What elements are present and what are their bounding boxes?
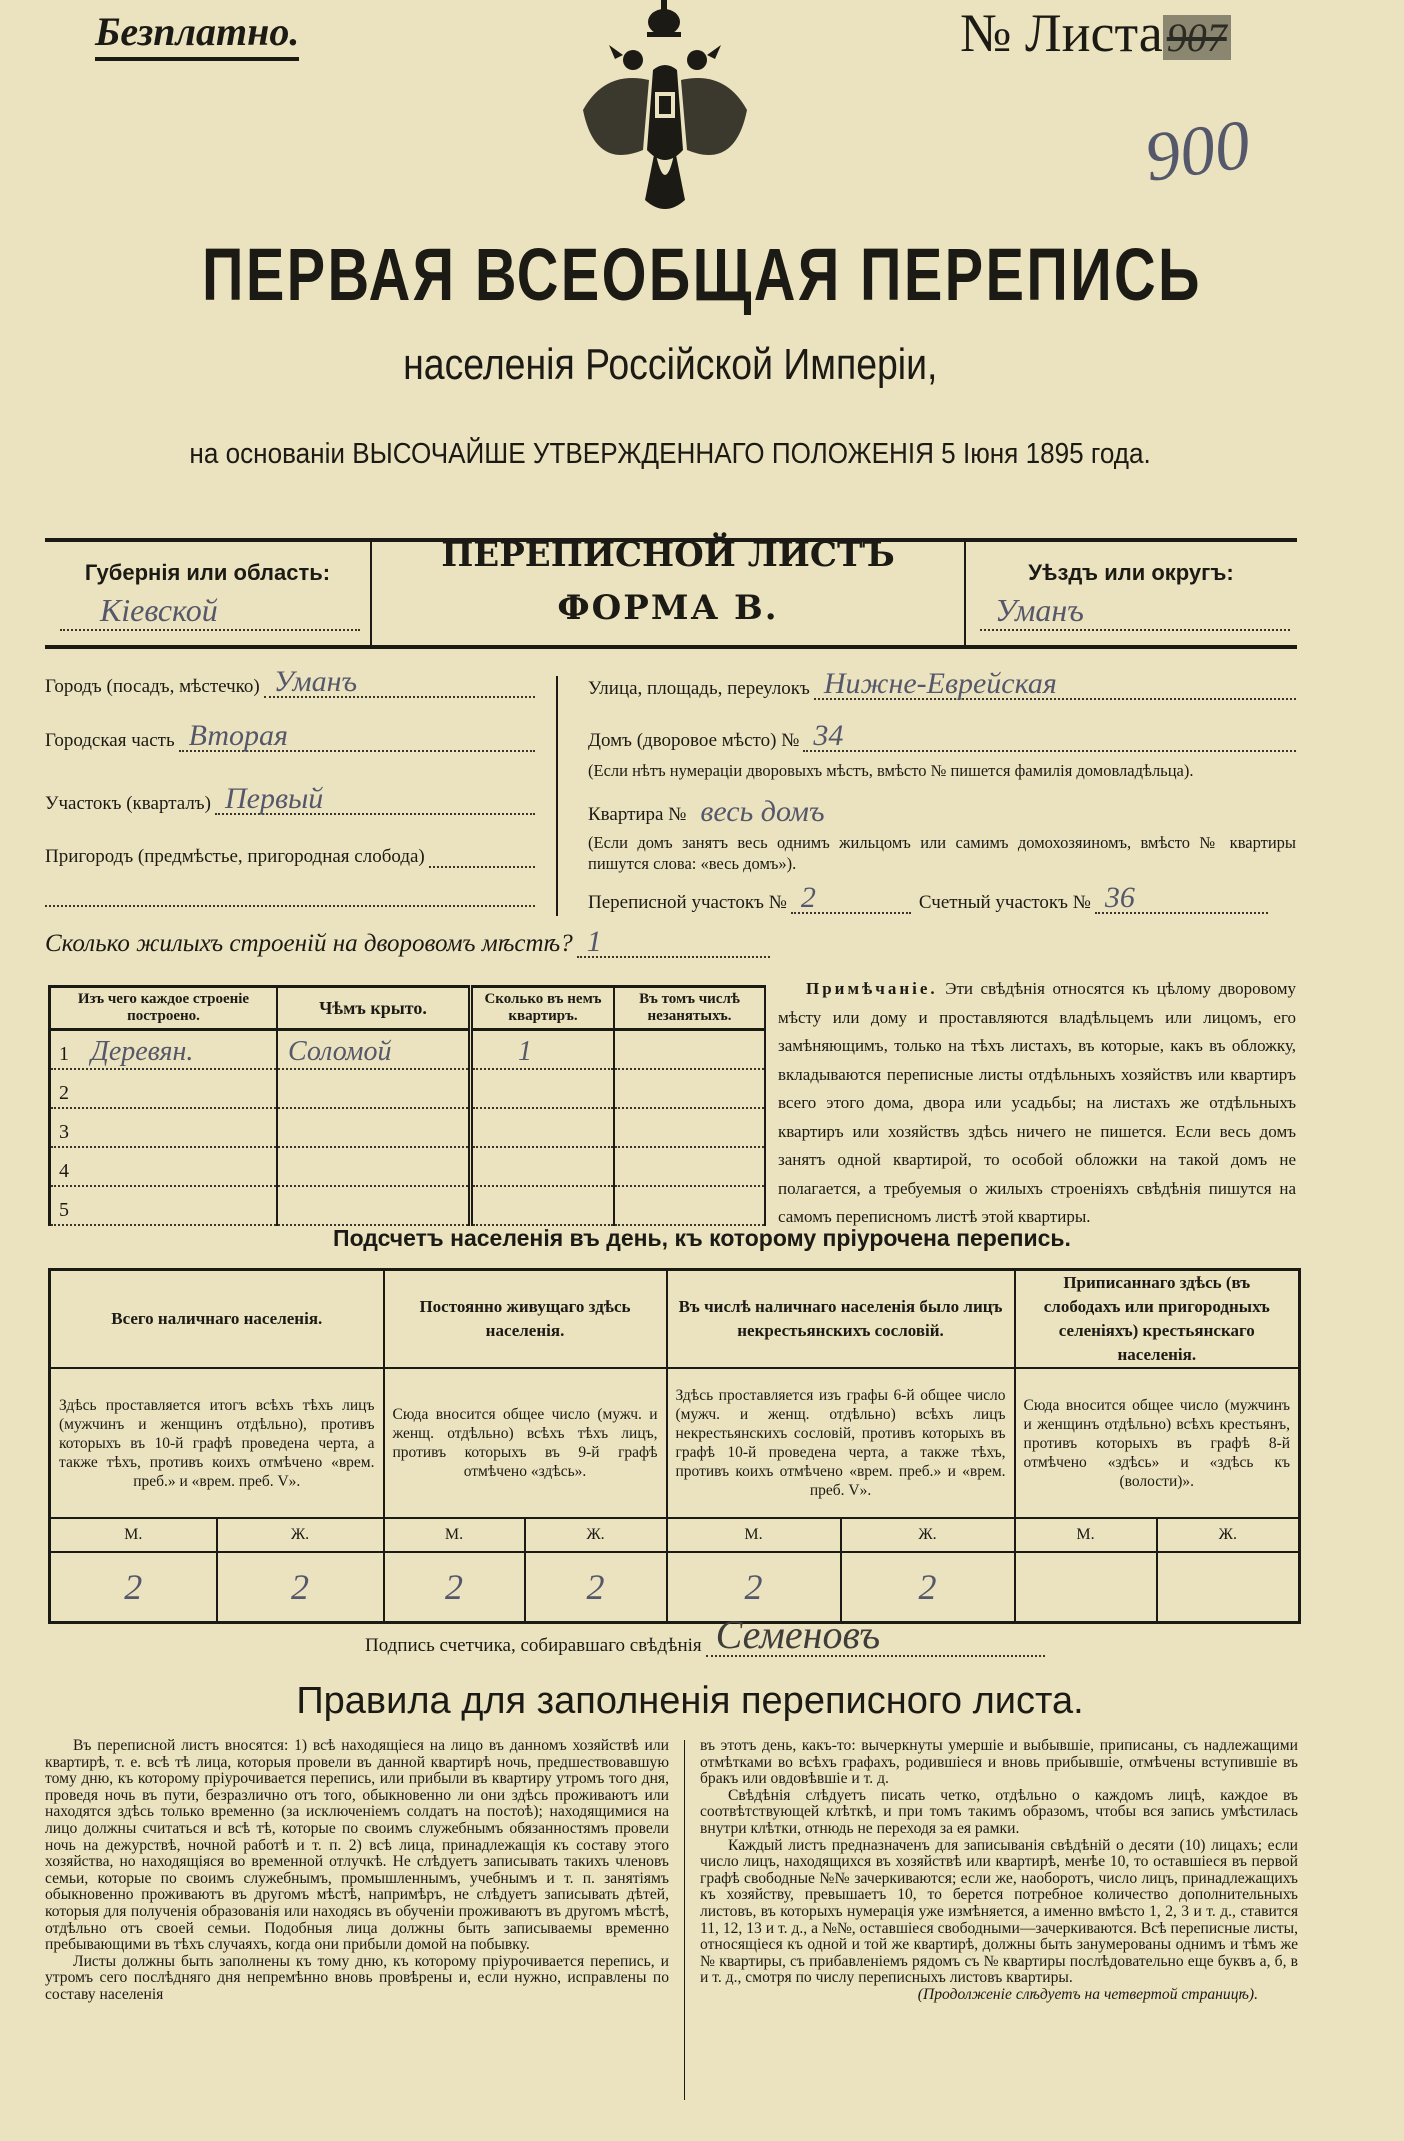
street-field[interactable]: Нижне-Еврейская xyxy=(814,670,1296,700)
enumerator-signature-row xyxy=(365,1612,1045,1657)
female-label: Ж. xyxy=(525,1518,667,1552)
peasant-female-cell[interactable] xyxy=(1157,1552,1300,1623)
roof-cell[interactable]: Соломой xyxy=(288,1036,392,1067)
buildings-answer-field[interactable]: 1 xyxy=(577,928,770,958)
roof-cell[interactable] xyxy=(278,1075,288,1106)
table-header-row xyxy=(50,1270,1300,1369)
permanent-male-cell[interactable]: 2 xyxy=(384,1552,525,1623)
present-male-cell[interactable]: 2 xyxy=(50,1552,217,1623)
female-label: Ж. xyxy=(841,1518,1015,1552)
city-field[interactable]: Уманъ xyxy=(264,668,535,698)
column-title: Въ числѣ наличнаго населенія было лицъ некрестьянскихъ сословій. xyxy=(667,1270,1015,1369)
column-title: Всего наличнаго населенія. xyxy=(50,1270,384,1369)
count-district-field[interactable]: 36 xyxy=(1095,884,1268,914)
permanent-female-cell[interactable]: 2 xyxy=(525,1552,667,1623)
female-label: Ж. xyxy=(217,1518,384,1552)
divider xyxy=(45,645,1297,649)
column-header-material: Изъ чего каждое строеніе построено. xyxy=(50,987,278,1030)
apartments-cell[interactable] xyxy=(473,1153,483,1184)
suburb-field[interactable] xyxy=(429,838,535,868)
material-cell[interactable] xyxy=(81,1153,91,1184)
table-row xyxy=(50,1518,1300,1552)
male-label: М. xyxy=(384,1518,525,1552)
rules-continuation: (Продолженіе слѣдуетъ на четвертой страницѣ). xyxy=(917,1985,1258,2003)
population-count-table xyxy=(48,1268,1301,1624)
column-title: Приписаннаго здѣсь (въ слободахъ или пригородныхъ селеніяхъ) крестьянскаго населенія. xyxy=(1015,1270,1300,1369)
district-label: Уѣздъ или округъ: xyxy=(1028,560,1234,585)
rules-paragraph: Каждый листъ предназначенъ для записыванія свѣдѣній о десяти (10) лицахъ; если число лицъ, находящихся въ хозяйствѣ или квартирѣ, менѣе 10, то оставшіеся въ первой графѣ свободные №№ зачеркиваются; если же, наоборотъ, число лицъ, принадлежащихъ къ хозяйству, превышаетъ 10, то берется потребное количество дополнительныхъ листовъ, въ которыхъ нумерація уже измѣняется, а именно вмѣсто 1, 2, 3 и т. д., ставится 11, 12, 13 и т. д., а №№, оставшіеся свободными—зачеркиваются. Всѣ переписные листы, относящіеся къ одной и той же квартирѣ, должны быть занумерованы однимъ и тѣмъ же № квартиры, съ прибавленіемъ рядомъ съ № квартиры послѣдовательно еще буквъ а, б, в и т. д., смотря по числу переписныхъ листовъ квартиры. xyxy=(700,1836,1298,1987)
material-cell[interactable]: Деревян. xyxy=(91,1036,194,1067)
city-label: Городъ (посадъ, мѣстечко) xyxy=(45,676,260,697)
table-row xyxy=(50,1069,766,1108)
present-female-cell[interactable]: 2 xyxy=(217,1552,384,1623)
divider xyxy=(964,540,966,647)
buildings-note xyxy=(778,975,1296,1232)
column-header-vacant: Въ томъ числѣ незанятыхъ. xyxy=(614,987,765,1030)
city-part-label: Городская часть xyxy=(45,730,175,751)
buildings-table xyxy=(48,985,766,1226)
double-headed-eagle-emblem-icon xyxy=(575,0,755,218)
male-label: М. xyxy=(667,1518,841,1552)
city-field-row xyxy=(45,665,535,698)
column-description: Сюда вносится общее число (мужчинъ и женщинъ отдѣльно) всѣхъ крестьянъ, противъ которыхъ въ графѣ 8-й отмѣчено «здѣсь» и «здѣсь къ (волости)». xyxy=(1015,1368,1300,1518)
column-title: Постоянно живущаго здѣсь населенія. xyxy=(384,1270,667,1369)
house-field[interactable]: 34 xyxy=(803,722,1296,752)
house-note: (Если нѣтъ нумераціи дворовыхъ мѣстъ, вмѣсто № пишется фамилія домовладѣльца). xyxy=(588,761,1194,780)
precinct-field[interactable]: Первый xyxy=(215,785,535,815)
rules-left-column xyxy=(45,1738,669,2004)
city-part-field[interactable]: Вторая xyxy=(179,722,535,752)
table-row xyxy=(50,1368,1300,1518)
table-row xyxy=(50,1186,766,1225)
table-row xyxy=(50,1552,1300,1623)
material-cell[interactable] xyxy=(81,1192,91,1223)
roof-cell[interactable] xyxy=(278,1192,288,1223)
rules-paragraph: Въ переписной листъ вносятся: 1) всѣ находящіеся на лицо въ данномъ хозяйствѣ или квартирѣ, т. е. всѣ тѣ лица, которыя провели въ данной квартирѣ ночь, предшествовавшую тому дню, къ которому пріурочивается перепись, или прибыли въ квартиру утромъ того дня, проведя ночь въ пути, безразлично отъ того, обыкновенно ли они здѣсь проживаютъ или находятся здѣсь только временно (за исключеніемъ солдатъ на постоѣ); находящимися на лицо должны считаться и всѣ тѣ, которые по своимъ служебнымъ обязанностямъ провели ночь на дежурствѣ, ночной работѣ и т. п. 2) всѣ лица, принадлежащія къ составу этого хозяйства, но находящіяся во временной отлучкѣ. Не слѣдуетъ записывать такихъ членовъ семьи, которые по своимъ служебнымъ, промышленнымъ, учебнымъ и т. п. занятіямъ обыкновенно проживаютъ въ другомъ мѣстѣ, напримѣръ, не слѣдуетъ записывать дѣтей, которыя для полученія образованія или находясь въ обученіи проживаютъ въ другомъ мѣстѣ, отдѣльно отъ своей семьи. Подобныя лица должны быть записываемы временно пребывающими въ тѣхъ случаяхъ, когда они прибыли домой на побывку. xyxy=(45,1737,669,1954)
district-field[interactable]: Уманъ xyxy=(980,592,1290,631)
non-peasant-female-cell[interactable]: 2 xyxy=(841,1552,1015,1623)
vacant-cell[interactable] xyxy=(615,1153,625,1184)
rules-paragraph: Листы должны быть заполнены къ тому дню, къ которому пріурочивается перепись, и утромъ сего послѣдняго дня непремѣнно вновь провѣрены и, если нужно, исправлены по составу населенія xyxy=(45,1952,669,2003)
table-row xyxy=(50,1030,766,1070)
apartments-cell[interactable] xyxy=(473,1075,483,1106)
non-peasant-male-cell[interactable]: 2 xyxy=(667,1552,841,1623)
signature-label: Подпись счетчика, собиравшаго свѣдѣнія xyxy=(365,1635,702,1656)
apartments-cell[interactable] xyxy=(473,1114,483,1145)
column-description: Здѣсь проставляется изъ графы 6-й общее число (мужч. и женщ. отдѣльно) всѣхъ лицъ некрестьянскихъ сословій, противъ которыхъ въ графѣ 10-й проведена черта, а также тѣхъ, противъ коихъ отмѣчено «врем. преб.» и «врем. преб. V». xyxy=(667,1368,1015,1518)
column-header-apartments: Сколько въ немъ квартиръ. xyxy=(471,987,615,1030)
vacant-cell[interactable] xyxy=(615,1114,625,1145)
roof-cell[interactable] xyxy=(278,1153,288,1184)
apartment-field[interactable]: весь домъ xyxy=(700,795,825,828)
street-label: Улица, площадь, переулокъ xyxy=(588,678,810,699)
note-label: Примѣчаніе. xyxy=(806,979,938,998)
count-district-label: Счетный участокъ № xyxy=(918,892,1091,913)
row-number: 5 xyxy=(59,1199,69,1221)
sheet-number xyxy=(960,2,1231,64)
divider xyxy=(684,1740,685,2100)
apartment-label: Квартира № xyxy=(588,804,687,825)
rules-paragraph: въ этотъ день, какъ-то: вычеркнуты умершіе и выбывшіе, приписаны, съ надлежащими отмѣтками во всѣхъ графахъ, родившіеся и вновь прибывшіе, отмѣчены вступившіе въ бракъ или овдовѣвшіе и т. д. xyxy=(700,1737,1298,1788)
peasant-male-cell[interactable] xyxy=(1015,1552,1157,1623)
material-cell[interactable] xyxy=(81,1114,91,1145)
row-number: 3 xyxy=(59,1121,69,1143)
population-count-heading: Подсчетъ населенія въ день, къ которому пріурочена перепись. xyxy=(333,1225,1071,1251)
rules-title: Правила для заполненія переписного листа. xyxy=(296,1680,1084,1722)
signature-field[interactable]: Семеновъ xyxy=(706,1615,1045,1657)
divider xyxy=(556,676,558,916)
column-description: Здѣсь проставляется итогъ всѣхъ тѣхъ лицъ (мужчинъ и женщинъ отдѣльно), противъ которыхъ въ 10-й графѣ проведена черта, а также тѣхъ, противъ коихъ отмѣчено «врем. преб.» и «врем. преб. V». xyxy=(59,1396,375,1490)
apartments-cell[interactable]: 1 xyxy=(518,1036,532,1067)
precinct-label: Участокъ (кварталъ) xyxy=(45,793,211,814)
table-row xyxy=(50,1147,766,1186)
row-number: 4 xyxy=(59,1160,69,1182)
vacant-cell[interactable] xyxy=(615,1192,625,1223)
sheet-number-value: 907 xyxy=(1163,15,1231,60)
census-district-label: Переписной участокъ № xyxy=(588,892,787,913)
sheet-title: ПЕРЕПИСНОЙ ЛИСТЪ xyxy=(441,535,895,575)
male-label: М. xyxy=(50,1518,217,1552)
handwritten-margin-note: 900 xyxy=(1140,106,1255,197)
census-district-field[interactable]: 2 xyxy=(791,884,911,914)
legal-basis-line: на основаніи ВЫСОЧАЙШЕ УТВЕРЖДЕННАГО ПОЛОЖЕНІЯ 5 Іюня 1895 года. xyxy=(189,438,1151,470)
document-title: ПЕРВАЯ ВСЕОБЩАЯ ПЕРЕПИСЬ xyxy=(202,233,1202,316)
buildings-question-row xyxy=(45,925,770,958)
suburb-extra-line[interactable] xyxy=(45,905,535,907)
street-row xyxy=(588,667,1296,700)
district-numbers-row xyxy=(588,881,1268,914)
roof-cell[interactable] xyxy=(278,1114,288,1145)
vacant-cell[interactable] xyxy=(615,1036,625,1067)
buildings-question: Сколько жилыхъ строеній на дворовомъ мѣстѣ? xyxy=(45,930,573,957)
table-row xyxy=(50,1108,766,1147)
house-row xyxy=(588,719,1296,752)
vacant-cell[interactable] xyxy=(615,1075,625,1106)
document-subtitle: населенія Россійской Имперіи, xyxy=(402,340,938,389)
column-description: Сюда вносится общее число (мужч. и женщ. отдѣльно) всѣхъ тѣхъ лицъ, противъ которыхъ въ 9-й графѣ отмѣчено «здѣсь». xyxy=(384,1368,667,1518)
precinct-row xyxy=(45,782,535,815)
row-number: 1 xyxy=(59,1043,69,1065)
table-header-row xyxy=(50,987,766,1030)
province-label: Губернія или область: xyxy=(84,560,331,585)
female-label: Ж. xyxy=(1157,1518,1300,1552)
suburb-row xyxy=(45,838,535,868)
note-text: Эти свѣдѣнія относятся къ цѣлому дворовому мѣсту или дому и проставляются владѣльцемъ или лицомъ, его замѣняющимъ, только на тѣхъ листахъ, въ которые, какъ въ обложку, вкладываются переписные листы отдѣльныхъ хозяйствъ или квартиръ всего этого дома, двора или усадьбы; на листахъ же отдѣльныхъ квартиръ или хозяйствъ здѣсь ничего не пишется. Если весь домъ занятъ одной квартирой, то особой обложки на такой домъ не полагается, а требуемыя о жилыхъ строеніяхъ свѣдѣнія пишутся на самомъ переписномъ листѣ этой квартиры. xyxy=(778,979,1296,1226)
row-number: 2 xyxy=(59,1082,69,1104)
free-of-charge-label: Безплатно. xyxy=(95,8,299,61)
suburb-label: Пригородъ (предмѣстье, пригородная слобода) xyxy=(45,846,425,867)
rules-right-column xyxy=(700,1738,1298,2004)
male-label: М. xyxy=(1015,1518,1157,1552)
apartments-cell[interactable] xyxy=(473,1192,483,1223)
province-field[interactable]: Кіевской xyxy=(60,592,360,631)
city-part-row xyxy=(45,719,535,752)
form-label: ФОРМА В. xyxy=(557,588,779,628)
rules-paragraph: Свѣдѣнія слѣдуетъ писать четко, отдѣльно о каждомъ лицѣ, каждое въ соотвѣтствующей клѣткѣ, и при томъ такимъ образомъ, чтобы вся запись умѣстилась внутри клѣтки, отнюдь не переходя за ея рамки. xyxy=(700,1786,1298,1837)
sheet-number-label: № Листа xyxy=(960,3,1163,63)
apartment-row xyxy=(588,795,988,828)
apartment-note: (Если домъ занятъ весь однимъ жильцомъ или самимъ домохозяиномъ, вмѣсто № квартиры пишутся слова: «весь домъ»). xyxy=(588,833,1296,873)
material-cell[interactable] xyxy=(81,1075,91,1106)
column-header-roof: Чѣмъ крыто. xyxy=(277,987,471,1030)
house-label: Домъ (дворовое мѣсто) № xyxy=(588,730,800,751)
